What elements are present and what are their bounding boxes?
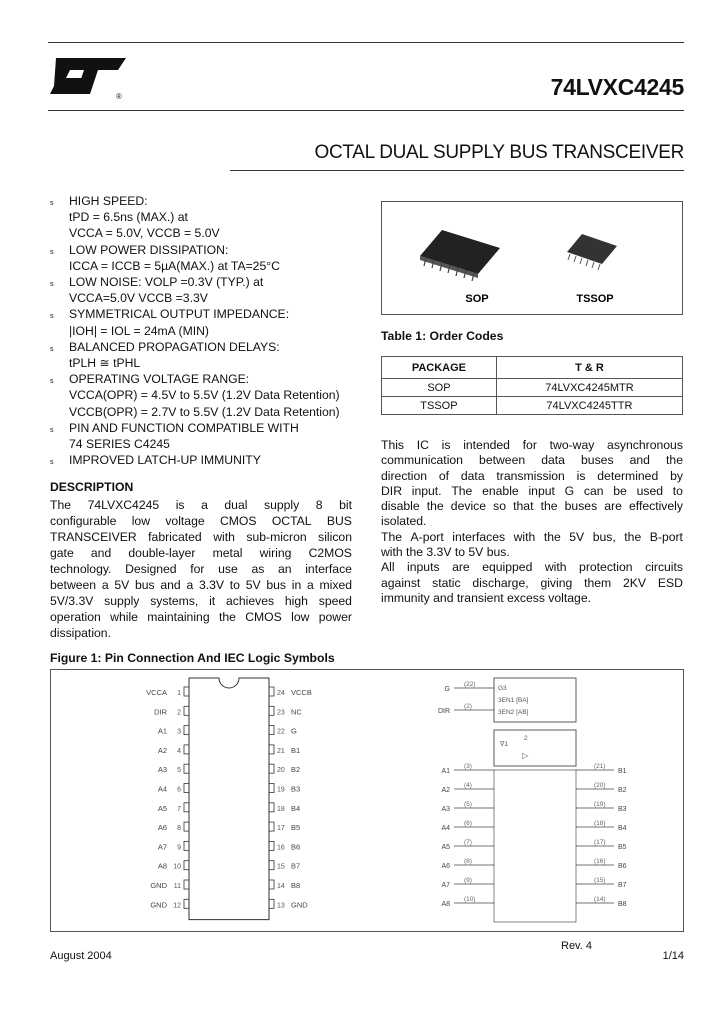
bullet-icon: s (50, 345, 54, 353)
pin-right-number: 16 (277, 844, 285, 852)
iec-label: 3EN2 [AB] (498, 709, 529, 716)
pin-left-number: 10 (173, 863, 181, 871)
pin-right-label: VCCB (291, 688, 312, 697)
pin-right-number: 18 (277, 805, 285, 813)
pin-left-label: A1 (157, 726, 167, 736)
pin-left-number: 2 (177, 709, 181, 717)
pin-left (184, 822, 189, 831)
iec-a-label: A6 (441, 863, 450, 870)
feature-item (50, 306, 350, 338)
pin-right-label: NC (291, 707, 302, 717)
bullet-icon: s (50, 313, 54, 321)
paragraph-line: communication between data buses and the (381, 453, 683, 468)
pin-left (184, 784, 189, 793)
feature-item (50, 242, 350, 274)
bullet-icon: s (50, 200, 54, 207)
iec-a-number: (8) (464, 858, 472, 865)
footer-page: 1/14 (662, 950, 684, 962)
pin-right-label: B2 (291, 765, 301, 775)
iec-b-number: (16) (594, 858, 606, 865)
iec-a-number: (4) (464, 782, 472, 789)
bullet-icon: s (50, 459, 54, 467)
pin-left-number: 5 (177, 767, 181, 775)
iec-label: G3 (498, 685, 507, 692)
pin-right (269, 706, 274, 715)
iec-label: ∇1 (500, 741, 508, 748)
paragraph-line: isolated. (381, 514, 427, 529)
pin-left-label: A6 (157, 823, 167, 833)
iec-label: 2 (524, 735, 528, 742)
pin-left-label: A7 (157, 842, 167, 852)
paragraph-line: All inputs are equipped with protection circuits (381, 560, 683, 575)
iec-b-number: (14) (594, 896, 606, 903)
pin-left-label: A5 (157, 803, 167, 813)
feature-line: VCCA(OPR) = 4.5V to 5.5V (1.2V Data Retention) (69, 388, 340, 403)
feature-item (50, 274, 350, 306)
feature-line: tPD = 6.5ns (MAX.) at (69, 210, 188, 225)
description-line: configurable low voltage CMOS OCTAL BUS (50, 514, 352, 528)
bullet-icon: s (50, 378, 54, 386)
pin-left-label: A4 (157, 784, 167, 794)
figure-box (50, 669, 684, 932)
document-subtitle: OCTAL DUAL SUPPLY BUS TRANSCEIVER (314, 142, 684, 163)
pin-left (184, 726, 189, 735)
pin-left-number: 1 (177, 690, 181, 697)
footer-date: August 2004 (50, 950, 112, 962)
pin-right (269, 822, 274, 831)
iec-b-label: B5 (618, 844, 627, 851)
dip-package-outline (189, 678, 269, 920)
paragraph-line: immunity and transient excess voltage. (381, 590, 591, 605)
pin-left-label: DIR (154, 707, 167, 717)
feature-line: IMPROVED LATCH-UP IMMUNITY (69, 453, 261, 468)
description-heading: DESCRIPTION (50, 480, 134, 494)
bullet-icon: s (50, 248, 54, 256)
order-codes-table (381, 356, 683, 415)
iec-b-label: B3 (618, 806, 627, 813)
tssop-package (567, 234, 617, 270)
iec-b-label: B7 (618, 882, 627, 889)
tssop-label: TSSOP (576, 293, 614, 305)
iec-a-number: (5) (464, 801, 472, 808)
table-cell: 74LVXC4245TTR (496, 397, 682, 415)
pin-left-number: 11 (173, 883, 181, 890)
iec-a-number: (7) (464, 839, 472, 846)
pin-right-label: B7 (291, 861, 301, 871)
iec-a-label: A7 (441, 882, 450, 889)
pin-right-number: 24 (277, 690, 285, 697)
iec-b-number: (15) (594, 877, 606, 884)
bullet-icon: s (50, 426, 54, 434)
pin-left-label: A8 (157, 861, 167, 871)
paragraph-line: direction of data transmission is determined by (381, 468, 683, 483)
pin-right (269, 687, 274, 696)
feature-line: ICCA = ICCB = 5µA(MAX.) at TA=25°C (69, 258, 280, 273)
pin-left-label: GND (150, 881, 167, 890)
paragraph-line: with the 3.3V to 5V bus. (381, 545, 510, 560)
paragraph-line: DIR input. The enable input G can be used to (381, 483, 683, 498)
feature-line: VCCA=5.0V VCCB =3.3V (69, 291, 208, 306)
pin-left (184, 706, 189, 715)
bullet-icon: s (50, 281, 54, 289)
iec-b-label: B2 (618, 787, 627, 794)
table-cell: TSSOP (382, 397, 497, 415)
pin-right-label: B4 (291, 803, 301, 813)
iec-a-number: (9) (464, 877, 472, 884)
part-number: 74LVXC4245 (550, 74, 684, 100)
iec-a-number: (10) (464, 896, 476, 903)
feature-item (50, 193, 350, 209)
pin-right (269, 726, 274, 735)
feature-item (50, 209, 350, 241)
iec-b-number: (21) (594, 763, 606, 770)
pin-right (269, 880, 274, 889)
pin-right (269, 764, 274, 773)
pin-right (269, 841, 274, 850)
iec-a-label: A1 (441, 768, 450, 775)
iec-a-number: (6) (464, 820, 472, 827)
pin-right (269, 784, 274, 793)
feature-item (50, 452, 350, 468)
pin-right-label: G (291, 726, 297, 736)
package-drawings (382, 202, 682, 314)
iec-label: ▷ (522, 751, 529, 760)
iec-b-number: (19) (594, 801, 606, 808)
pin-right-number: 23 (277, 709, 285, 717)
pin-right (269, 861, 274, 870)
iec-a-label: A5 (441, 844, 450, 851)
paragraph-line: This IC is intended for two-way asynchronous (381, 438, 683, 452)
feature-line: BALANCED PROPAGATION DELAYS: (69, 339, 280, 354)
pin-left (184, 745, 189, 754)
pin-left (184, 899, 189, 908)
description-line: between a 5V bus and a 3.3V to 5V bus in a mixed (50, 578, 352, 592)
paragraph-line: against static discharge, giving them 2KV ESD (381, 575, 683, 590)
feature-item (50, 339, 350, 371)
iec-a-label: A2 (441, 787, 450, 794)
feature-line: tPLH ≅ tPHL (69, 356, 141, 371)
table-header-tr: T & R (496, 357, 682, 379)
description-line: dissipation. (50, 626, 111, 640)
pin-right-label: B5 (291, 823, 301, 833)
iec-label: 3EN1 [BA] (498, 697, 529, 704)
pin-right-label: B3 (291, 784, 301, 794)
feature-list (50, 193, 350, 468)
feature-line: OPERATING VOLTAGE RANGE: (69, 372, 250, 387)
feature-item (50, 371, 350, 420)
pin-left (184, 880, 189, 889)
table-header-package: PACKAGE (382, 357, 497, 379)
pin-right-number: 19 (277, 786, 285, 794)
description-line: operation while maintaining the CMOS low power (50, 610, 352, 624)
description-text (50, 497, 352, 641)
feature-item (50, 420, 350, 452)
pin-right-label: GND (291, 900, 308, 910)
table-cell: SOP (382, 379, 497, 397)
iec-first-bit-block (494, 730, 576, 766)
description-line: 5V/3.3V supply systems, it achieves high speed (50, 594, 352, 608)
iec-b-label: B8 (618, 901, 627, 908)
pin-right-number: 15 (277, 863, 285, 871)
iec-a-label: A4 (441, 825, 450, 832)
pin-left-label: A3 (157, 765, 167, 775)
pin-left-number: 6 (177, 786, 181, 794)
pin-left-number: 3 (177, 728, 181, 736)
iec-b-label: B1 (618, 768, 627, 775)
feature-line: LOW NOISE: VOLP =0.3V (TYP.) at (69, 275, 264, 290)
description-line: The 74LVXC4245 is a dual supply 8 bit (50, 498, 352, 512)
pin-left-number: 4 (177, 747, 181, 755)
description-line: gate and double-layer metal wiring C2MOS (50, 546, 352, 560)
feature-line: SYMMETRICAL OUTPUT IMPEDANCE: (69, 307, 290, 322)
pin-left-number: 12 (173, 902, 181, 910)
pin-diagram (51, 670, 683, 931)
description-line: technology. Designed for use as an interface (50, 562, 352, 576)
iec-b-label: B6 (618, 863, 627, 870)
pin-left (184, 841, 189, 850)
pin-right-label: B6 (291, 842, 301, 852)
description-line: TRANSCEIVER fabricated with sub-micron silicon (50, 530, 352, 544)
pin-left-number: 7 (177, 805, 181, 813)
iec-b-label: B4 (618, 825, 627, 832)
iec-bits-block (494, 770, 576, 922)
pin-left-label: A2 (157, 745, 167, 755)
feature-line: 74 SERIES C4245 (69, 437, 170, 452)
registered-mark: ® (116, 92, 122, 101)
paragraph-line: disable the device so that the buses are effectively (381, 499, 683, 514)
pin-left (184, 803, 189, 812)
pin-right-number: 14 (277, 883, 285, 890)
header-rule (48, 42, 684, 43)
pin-right-number: 21 (277, 747, 285, 755)
function-description (381, 438, 683, 606)
paragraph-line: The A-port interfaces with the 5V bus, the B-port (381, 529, 683, 544)
table-row (382, 397, 683, 415)
iec-input-label: DIR (437, 708, 450, 715)
pin-left-number: 8 (177, 825, 181, 833)
pin-left-label: GND (150, 900, 167, 910)
pin-left (184, 764, 189, 773)
pin-left (184, 861, 189, 870)
pin-right-number: 13 (277, 902, 285, 910)
pin-right-label: B1 (291, 745, 301, 755)
iec-a-label: A8 (441, 901, 450, 908)
feature-line: LOW POWER DISSIPATION: (69, 242, 229, 257)
footer-revision: Rev. 4 (561, 940, 592, 952)
pin-right (269, 803, 274, 812)
iec-input-label: G (444, 686, 450, 693)
table-caption: Table 1: Order Codes (381, 329, 504, 343)
pin-left (184, 687, 189, 696)
iec-b-number: (17) (594, 839, 606, 846)
table-row (382, 379, 683, 397)
table-cell: 74LVXC4245MTR (496, 379, 682, 397)
sop-package (420, 230, 500, 281)
package-images (381, 201, 683, 315)
iec-input-number: (22) (464, 681, 476, 688)
pin-right-number: 20 (277, 767, 285, 775)
pin-right (269, 899, 274, 908)
pin-right-number: 22 (277, 728, 285, 736)
figure-caption: Figure 1: Pin Connection And IEC Logic Symbols (50, 651, 335, 665)
sop-label: SOP (465, 293, 489, 305)
pin-right-label: B8 (291, 881, 301, 890)
pin-left-label: VCCA (146, 688, 167, 697)
title-rule (48, 110, 684, 111)
feature-line: |IOH| = IOL = 24mA (MIN) (69, 323, 209, 338)
iec-input-number: (2) (464, 703, 472, 710)
feature-line: PIN AND FUNCTION COMPATIBLE WITH (69, 420, 299, 435)
feature-line: HIGH SPEED: (69, 194, 148, 208)
feature-line: VCCB(OPR) = 2.7V to 5.5V (1.2V Data Retention) (69, 404, 340, 419)
iec-a-label: A3 (441, 806, 450, 813)
pin-right-number: 17 (277, 825, 285, 833)
iec-b-number: (18) (594, 820, 606, 827)
iec-b-number: (20) (594, 782, 606, 789)
iec-a-number: (3) (464, 763, 472, 770)
subtitle-rule (230, 170, 684, 171)
feature-line: VCCA = 5.0V, VCCB = 5.0V (69, 226, 220, 241)
pin-right (269, 745, 274, 754)
pin-left-number: 9 (177, 844, 181, 852)
